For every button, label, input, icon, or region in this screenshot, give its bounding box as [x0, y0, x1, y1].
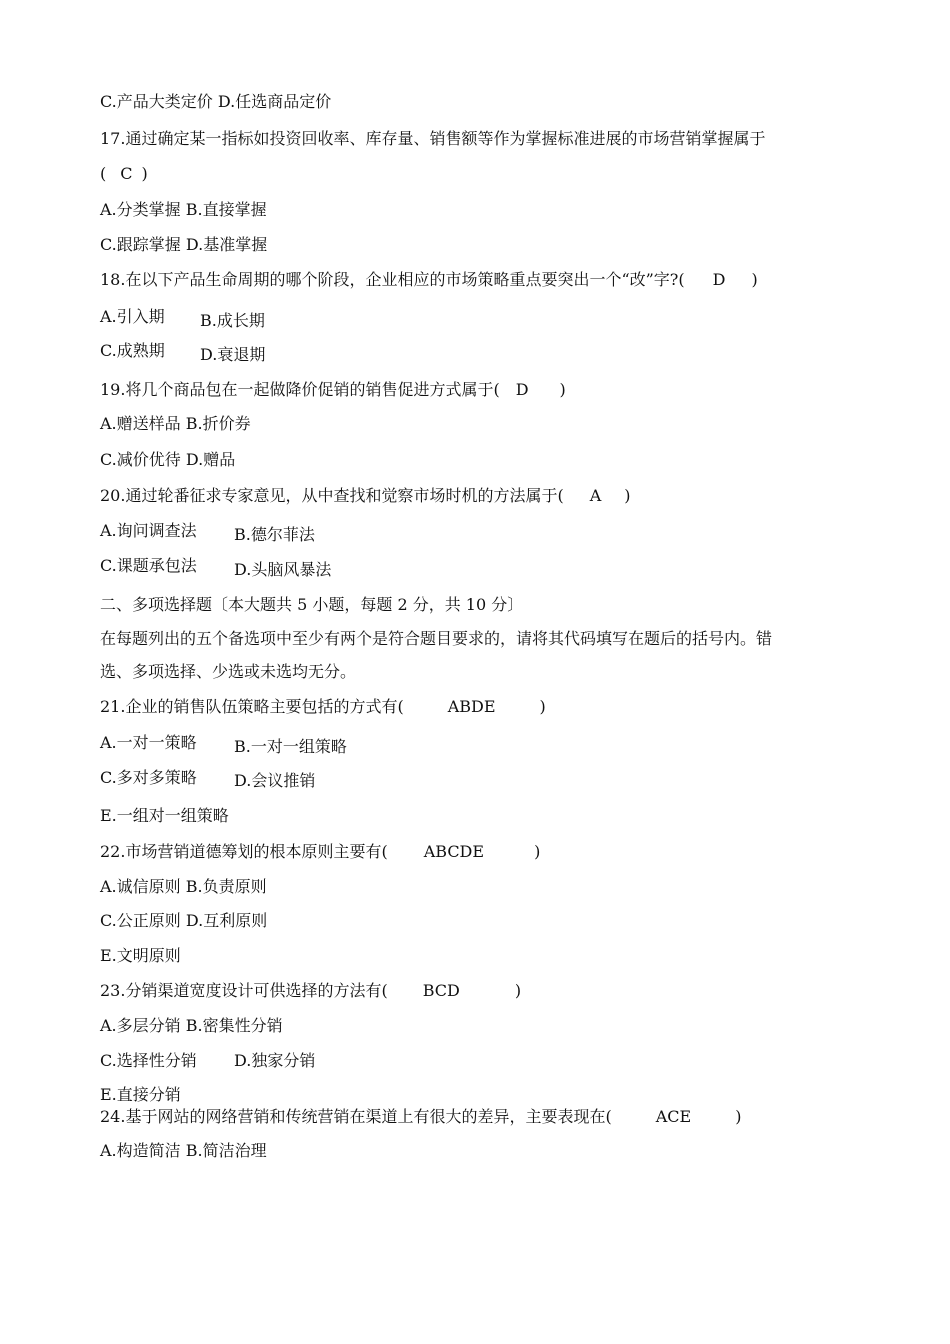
q22-options-ab: A.诚信原则 B.负责原则 — [100, 877, 267, 896]
q23-options-ab: A.多层分销 B.密集性分销 — [100, 1016, 283, 1035]
q23-option-c: C.选择性分销 — [100, 1051, 197, 1070]
q20-option-c: C.课题承包法 — [100, 556, 197, 575]
q24-answer: ACE — [655, 1107, 692, 1126]
q21-option-c: C.多对多策略 — [100, 768, 197, 787]
q23-close: ) — [514, 981, 522, 1000]
q21-option-a: A.一对一策略 — [100, 733, 197, 752]
q21-answer: ABDE — [447, 697, 496, 716]
q17-open: ( — [100, 164, 107, 183]
q23-question — [100, 981, 521, 1001]
q21-option-b: B.一对一组策略 — [234, 737, 347, 756]
q24-text: 24.基于网站的网络营销和传统营销在渠道上有很大的差异，主要表现在( — [100, 1107, 612, 1126]
q18-option-d: D.衰退期 — [200, 345, 266, 364]
q23-text: 23.分销渠道宽度设计可供选择的方法有( — [100, 981, 388, 1000]
q23-option-d: D.独家分销 — [234, 1051, 316, 1070]
q19-options-cd: C.减价优待 D.赠品 — [100, 450, 236, 469]
q19-close: ) — [559, 380, 566, 399]
q16-options-cd: C.产品大类定价 D.任选商品定价 — [100, 92, 332, 111]
q21-close: ) — [539, 697, 546, 716]
q23-answer: BCD — [422, 981, 460, 1000]
q17-close: ) — [141, 164, 148, 183]
q21-text: 21.企业的销售队伍策略主要包括的方式有( — [100, 697, 404, 716]
q17-answer: C — [120, 164, 133, 183]
q20-text: 20.通过轮番征求专家意见，从中查找和觉察市场时机的方法属于( — [100, 486, 564, 505]
q18-option-b: B.成长期 — [200, 311, 265, 330]
q18-answer: D — [712, 270, 726, 289]
q24-question — [100, 1107, 741, 1127]
q22-options-cd: C.公正原则 D.互利原则 — [100, 911, 268, 930]
q22-close: ) — [534, 842, 541, 861]
q19-options-ab: A.赠送样品 B.折价券 — [100, 414, 251, 433]
q19-answer: D — [515, 380, 529, 399]
q20-option-a: A.询问调查法 — [100, 521, 197, 540]
section2-title: 二、多项选择题〔本大题共 5 小题，每题 2 分，共 10 分〕 — [100, 595, 524, 614]
q18-question — [100, 270, 758, 290]
q22-answer: ABCDE — [423, 842, 485, 861]
q23-option-e: E.直接分销 — [100, 1085, 181, 1104]
q18-close: ) — [751, 270, 758, 289]
q17-answer-bracket — [100, 164, 148, 184]
section2-instruction-line2: 选、多项选择、少选或未选均无分。 — [100, 662, 357, 681]
q18-option-c: C.成熟期 — [100, 341, 165, 360]
q21-question — [100, 697, 546, 717]
q21-option-e: E.一组对一组策略 — [100, 806, 229, 825]
q22-option-e: E.文明原则 — [100, 946, 181, 965]
q20-answer: A — [589, 486, 602, 505]
q21-option-d: D.会议推销 — [234, 771, 316, 790]
q22-question — [100, 842, 540, 862]
q24-close: ) — [735, 1107, 742, 1126]
q20-option-d: D.头脑风暴法 — [234, 560, 332, 579]
q18-option-a: A.引入期 — [100, 307, 165, 326]
section2-instruction-line1: 在每题列出的五个备选项中至少有两个是符合题目要求的，请将其代码填写在题后的括号内。错 — [100, 629, 773, 648]
q20-question — [100, 486, 631, 506]
q17-options-ab: A.分类掌握 B.直接掌握 — [100, 200, 267, 219]
q18-text: 18.在以下产品生命周期的哪个阶段，企业相应的市场策略重点要突出一个“改”字?( — [100, 270, 685, 289]
q20-close: ) — [624, 486, 631, 505]
q19-question — [100, 380, 566, 400]
q24-options-ab: A.构造简洁 B.简洁治理 — [100, 1141, 267, 1160]
q20-option-b: B.德尔菲法 — [234, 525, 315, 544]
q22-text: 22.市场营销道德筹划的根本原则主要有( — [100, 842, 388, 861]
q17-question: 17.通过确定某一指标如投资回收率、库存量、销售额等作为掌握标准进展的市场营销掌握属于 — [100, 129, 766, 148]
q19-text: 19.将几个商品包在一起做降价促销的销售促进方式属于( — [100, 380, 500, 399]
q17-options-cd: C.跟踪掌握 D.基准掌握 — [100, 235, 268, 254]
